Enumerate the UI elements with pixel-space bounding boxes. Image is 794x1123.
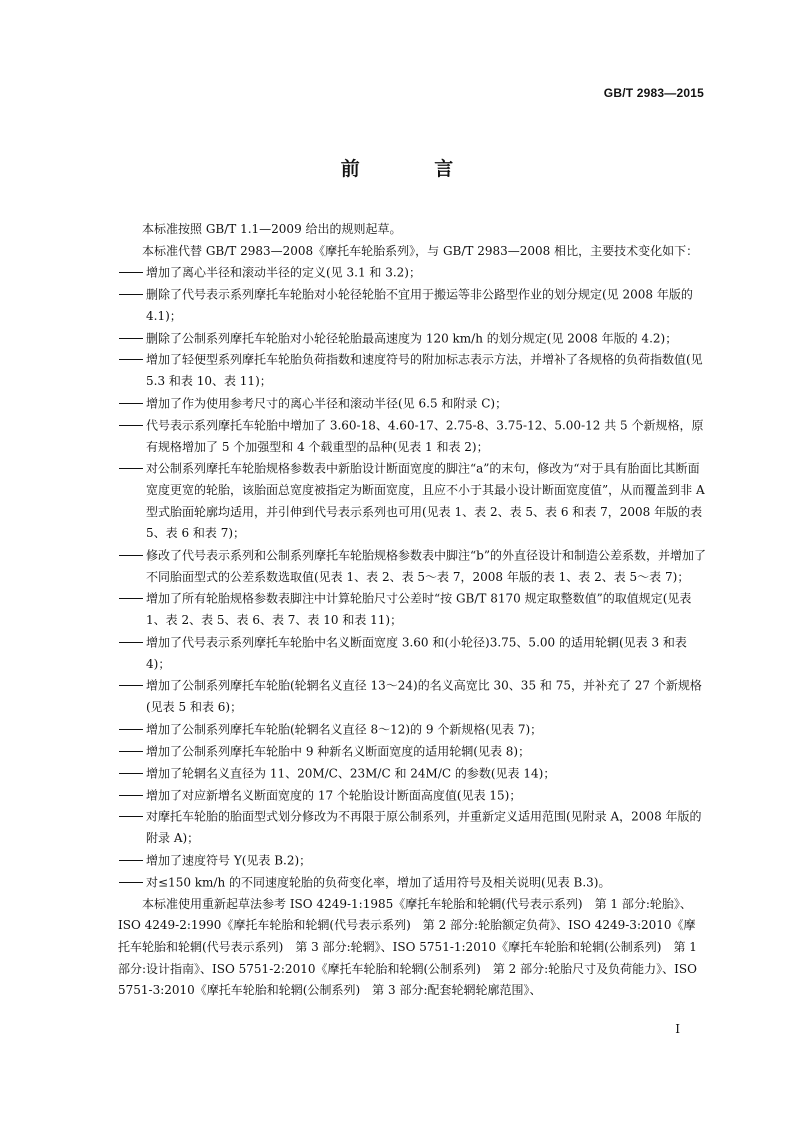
change-item <box>118 458 706 545</box>
change-item <box>118 262 706 284</box>
em-dash-marker <box>118 850 146 872</box>
em-dash-marker <box>118 415 146 437</box>
change-text: 删除了公制系列摩托车轮胎对小轮径轮胎最高速度为 120 km/h 的划分规定(见 2008 年版的 4.2)； <box>146 330 678 345</box>
em-dash-marker <box>118 675 146 697</box>
change-text: 增加了离心半径和滚动半径的定义(见 3.1 和 3.2)； <box>146 265 421 280</box>
em-dash-marker <box>118 393 146 415</box>
change-item <box>118 284 706 327</box>
change-item <box>118 719 706 741</box>
change-item <box>118 675 706 718</box>
change-item <box>118 806 706 849</box>
em-dash-marker <box>118 545 146 567</box>
reference-paragraph: 本标准使用重新起草法参考 ISO 4249-1:1985《摩托车轮胎和轮辋(代号表示系列) 第 1 部分:轮胎》、ISO 4249-2:1990《摩托车轮胎和轮辋(代号表示系列) 第 2 部分:轮胎额定负荷》、ISO 4249-3:2010《摩托车轮胎和轮辋(代号表示系列) 第 3 部分:轮辋》、ISO 5751-1:2010《摩托车轮胎和轮辋(公制系列) 第 1 部分:设计指南》、ISO 5751-2:2010《摩托车轮胎和轮辋(公制系列) 第 2 部分:轮胎尺寸及负荷能力》、ISO 5751-3:2010《摩托车轮胎和轮辋(公制系列) 第 3 部分:配套轮辋轮廓范围》、 <box>118 896 697 998</box>
change-item <box>118 872 706 894</box>
change-text: 对≤150 km/h 的不同速度轮胎的负荷变化率，增加了适用符号及相关说明(见表 B.3)。 <box>146 875 611 890</box>
em-dash-marker <box>118 262 146 284</box>
change-item <box>118 785 706 807</box>
em-dash-marker <box>118 872 146 894</box>
em-dash-marker <box>118 458 146 480</box>
change-item <box>118 349 706 392</box>
em-dash-marker <box>118 806 146 828</box>
page-number: I <box>675 1022 680 1036</box>
page-title: 前 言 <box>340 158 488 180</box>
standard-code: GB/T 2983—2015 <box>603 86 704 100</box>
intro-paragraph: 本标准按照 GB/T 1.1—2009 给出的规则起草。 <box>142 222 402 236</box>
change-text: 增加了公制系列摩托车轮胎(轮辋名义直径 13～24)的名义高宽比 30、35 和 75，并补充了 27 个新规格(见表 5 和表 6)； <box>146 678 702 715</box>
change-item <box>118 393 706 415</box>
change-text: 增加了对应新增名义断面宽度的 17 个轮胎设计断面高度值(见表 15)； <box>146 787 522 802</box>
change-item <box>118 632 706 675</box>
em-dash-marker <box>118 741 146 763</box>
change-text: 修改了代号表示系列和公制系列摩托车轮胎规格参数表中脚注“b”的外直径设计和制造公差系数，并增加了不同胎面型式的公差系数选取值(见表 1、表 2、表 5～表 7，2008 年版的表 1、表 2、表 5～表 7)； <box>146 548 706 584</box>
change-item <box>118 850 706 872</box>
em-dash-marker <box>118 719 146 741</box>
document-body <box>118 219 706 1002</box>
change-text: 删除了代号表示系列摩托车轮胎对小轮径轮胎不宜用于搬运等非公路型作业的划分规定(见 2008 年版的 4.1)； <box>146 287 693 323</box>
change-text: 增加了代号表示系列摩托车轮胎中名义断面宽度 3.60 和(小轮径)3.75、5.00 的适用轮辋(见表 3 和表 4)； <box>146 635 687 671</box>
intro-paragraph: 本标准代替 GB/T 2983—2008《摩托车轮胎系列》，与 GB/T 2983—2008 相比，主要技术变化如下： <box>142 243 699 258</box>
change-text: 增加了速度符号 Y(见表 B.2)； <box>146 853 312 868</box>
change-text: 增加了公制系列摩托车轮胎(轮辋名义直径 8～12)的 9 个新规格(见表 7)； <box>146 722 543 737</box>
change-text: 增加了所有轮胎规格参数表脚注中计算轮胎尺寸公差时“按 GB/T 8170 规定取整数值”的取值规定(见表 1、表 2、表 5、表 6、表 7、表 10 和表 11)； <box>146 591 692 628</box>
em-dash-marker <box>118 588 146 610</box>
em-dash-marker <box>118 328 146 350</box>
change-text: 对公制系列摩托车轮胎规格参数表中新胎设计断面宽度的脚注“a”的末句，修改为“对于具有胎面比其断面宽度更宽的轮胎，该胎面总宽度被指定为断面宽度，且应不小于其最小设计断面宽度值”，从而覆盖到非 A 型式胎面轮廓均适用，并引伸到代号表示系列也可用(见表 1、表 2、表 5、表 6 和表 7，2008 年版的表 5、表 6 和表 7)； <box>146 461 705 541</box>
change-item <box>118 741 706 763</box>
em-dash-marker <box>118 785 146 807</box>
change-item <box>118 763 706 785</box>
change-item <box>118 588 706 631</box>
change-text: 增加了作为使用参考尺寸的离心半径和滚动半径(见 6.5 和附录 C)； <box>146 396 508 411</box>
change-text: 对摩托车轮胎的胎面型式划分修改为不再限于原公制系列，并重新定义适用范围(见附录 A，2008 年版的附录 A)； <box>146 809 702 846</box>
change-text: 代号表示系列摩托车轮胎中增加了 3.60-18、4.60-17、2.75-8、3.75-12、5.00-12 共 5 个新规格，原有规格增加了 5 个加强型和 4 个载重型的品种(见表 1 和表 2)； <box>146 418 704 454</box>
change-text: 增加了公制系列摩托车轮胎中 9 种新名义断面宽度的适用轮辋(见表 8)； <box>146 744 531 759</box>
change-item <box>118 545 706 588</box>
change-item <box>118 328 706 350</box>
change-text: 增加了轮辋名义直径为 11、20M/C、23M/C 和 24M/C 的参数(见表 14)； <box>146 766 556 780</box>
em-dash-marker <box>118 284 146 306</box>
em-dash-marker <box>118 349 146 371</box>
em-dash-marker <box>118 763 146 785</box>
change-item <box>118 415 706 458</box>
em-dash-marker <box>118 632 146 654</box>
change-text: 增加了轻便型系列摩托车轮胎负荷指数和速度符号的附加标志表示方法，并增补了各规格的负荷指数值(见 5.3 和表 10、表 11)； <box>146 352 703 389</box>
